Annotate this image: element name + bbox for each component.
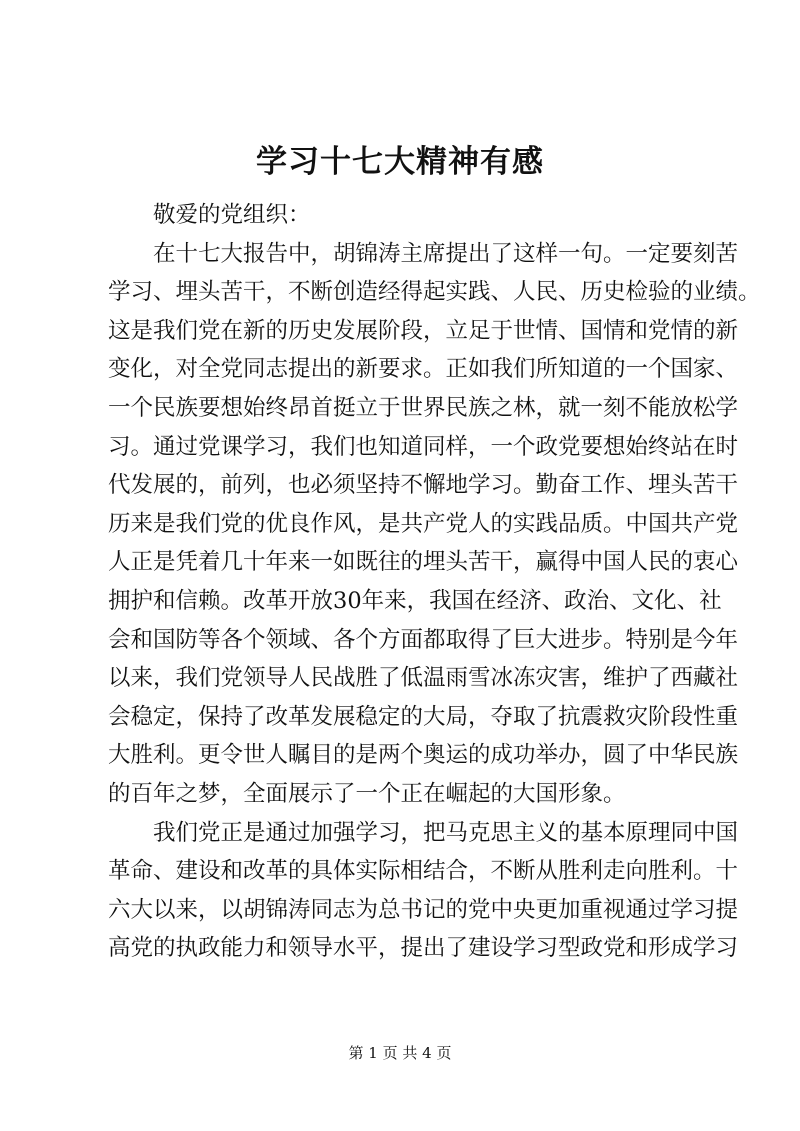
paragraph-line: 拥护和信赖。改革开放30年来，我国在经济、政治、文化、社: [108, 587, 722, 614]
paragraph-line: 一个民族要想始终昂首挺立于世界民族之林，就一刻不能放松学: [108, 394, 739, 421]
paragraph-line: 学习、埋头苦干，不断创造经得起实践、人民、历史检验的业绩。: [108, 279, 761, 306]
page-number-footer: 第 1 页 共 4 页: [348, 1044, 452, 1062]
paragraph-line: 会和国防等各个领域、各个方面都取得了巨大进步。特别是今年: [108, 626, 739, 653]
paragraph-line: 大胜利。更令世人瞩目的是两个奥运的成功举办，圆了中华民族: [108, 742, 739, 769]
paragraph-line: 革命、建设和改革的具体实际相结合，不断从胜利走向胜利。十: [108, 858, 739, 885]
paragraph-line: 人正是凭着几十年来一如既往的埋头苦干，赢得中国人民的衷心: [108, 549, 739, 576]
paragraph-line: 习。通过党课学习，我们也知道同样，一个政党要想始终站在时: [108, 433, 739, 460]
paragraph-line: 历来是我们党的优良作风，是共产党人的实践品质。中国共产党: [108, 510, 739, 537]
paragraph-line: 在十七大报告中，胡锦涛主席提出了这样一句。一定要刻苦: [153, 240, 739, 267]
salutation: 敬爱的党组织：: [153, 202, 311, 228]
paragraph-line: 代发展的，前列，也必须坚持不懈地学习。勤奋工作、埋头苦干: [108, 472, 739, 499]
paragraph-line: 这是我们党在新的历史发展阶段，立足于世情、国情和党情的新: [108, 317, 739, 344]
paragraph-line: 以来，我们党领导人民战胜了低温雨雪冰冻灾害，维护了西藏社: [108, 665, 739, 692]
paragraph-line: 的百年之梦，全面展示了一个正在崛起的大国形象。: [108, 780, 626, 807]
paragraph-line: 我们党正是通过加强学习，把马克思主义的基本原理同中国: [153, 819, 739, 846]
document-body: [108, 196, 761, 968]
paragraph-line: 六大以来，以胡锦涛同志为总书记的党中央更加重视通过学习提: [108, 896, 739, 923]
document-title: 学习十七大精神有感: [256, 144, 544, 180]
paragraph-line: 高党的执政能力和领导水平，提出了建设学习型政党和形成学习: [108, 935, 739, 962]
paragraph-line: 会稳定，保持了改革发展稳定的大局，夺取了抗震救灾阶段性重: [108, 703, 739, 730]
paragraph-line: 变化，对全党同志提出的新要求。正如我们所知道的一个国家、: [108, 356, 739, 383]
